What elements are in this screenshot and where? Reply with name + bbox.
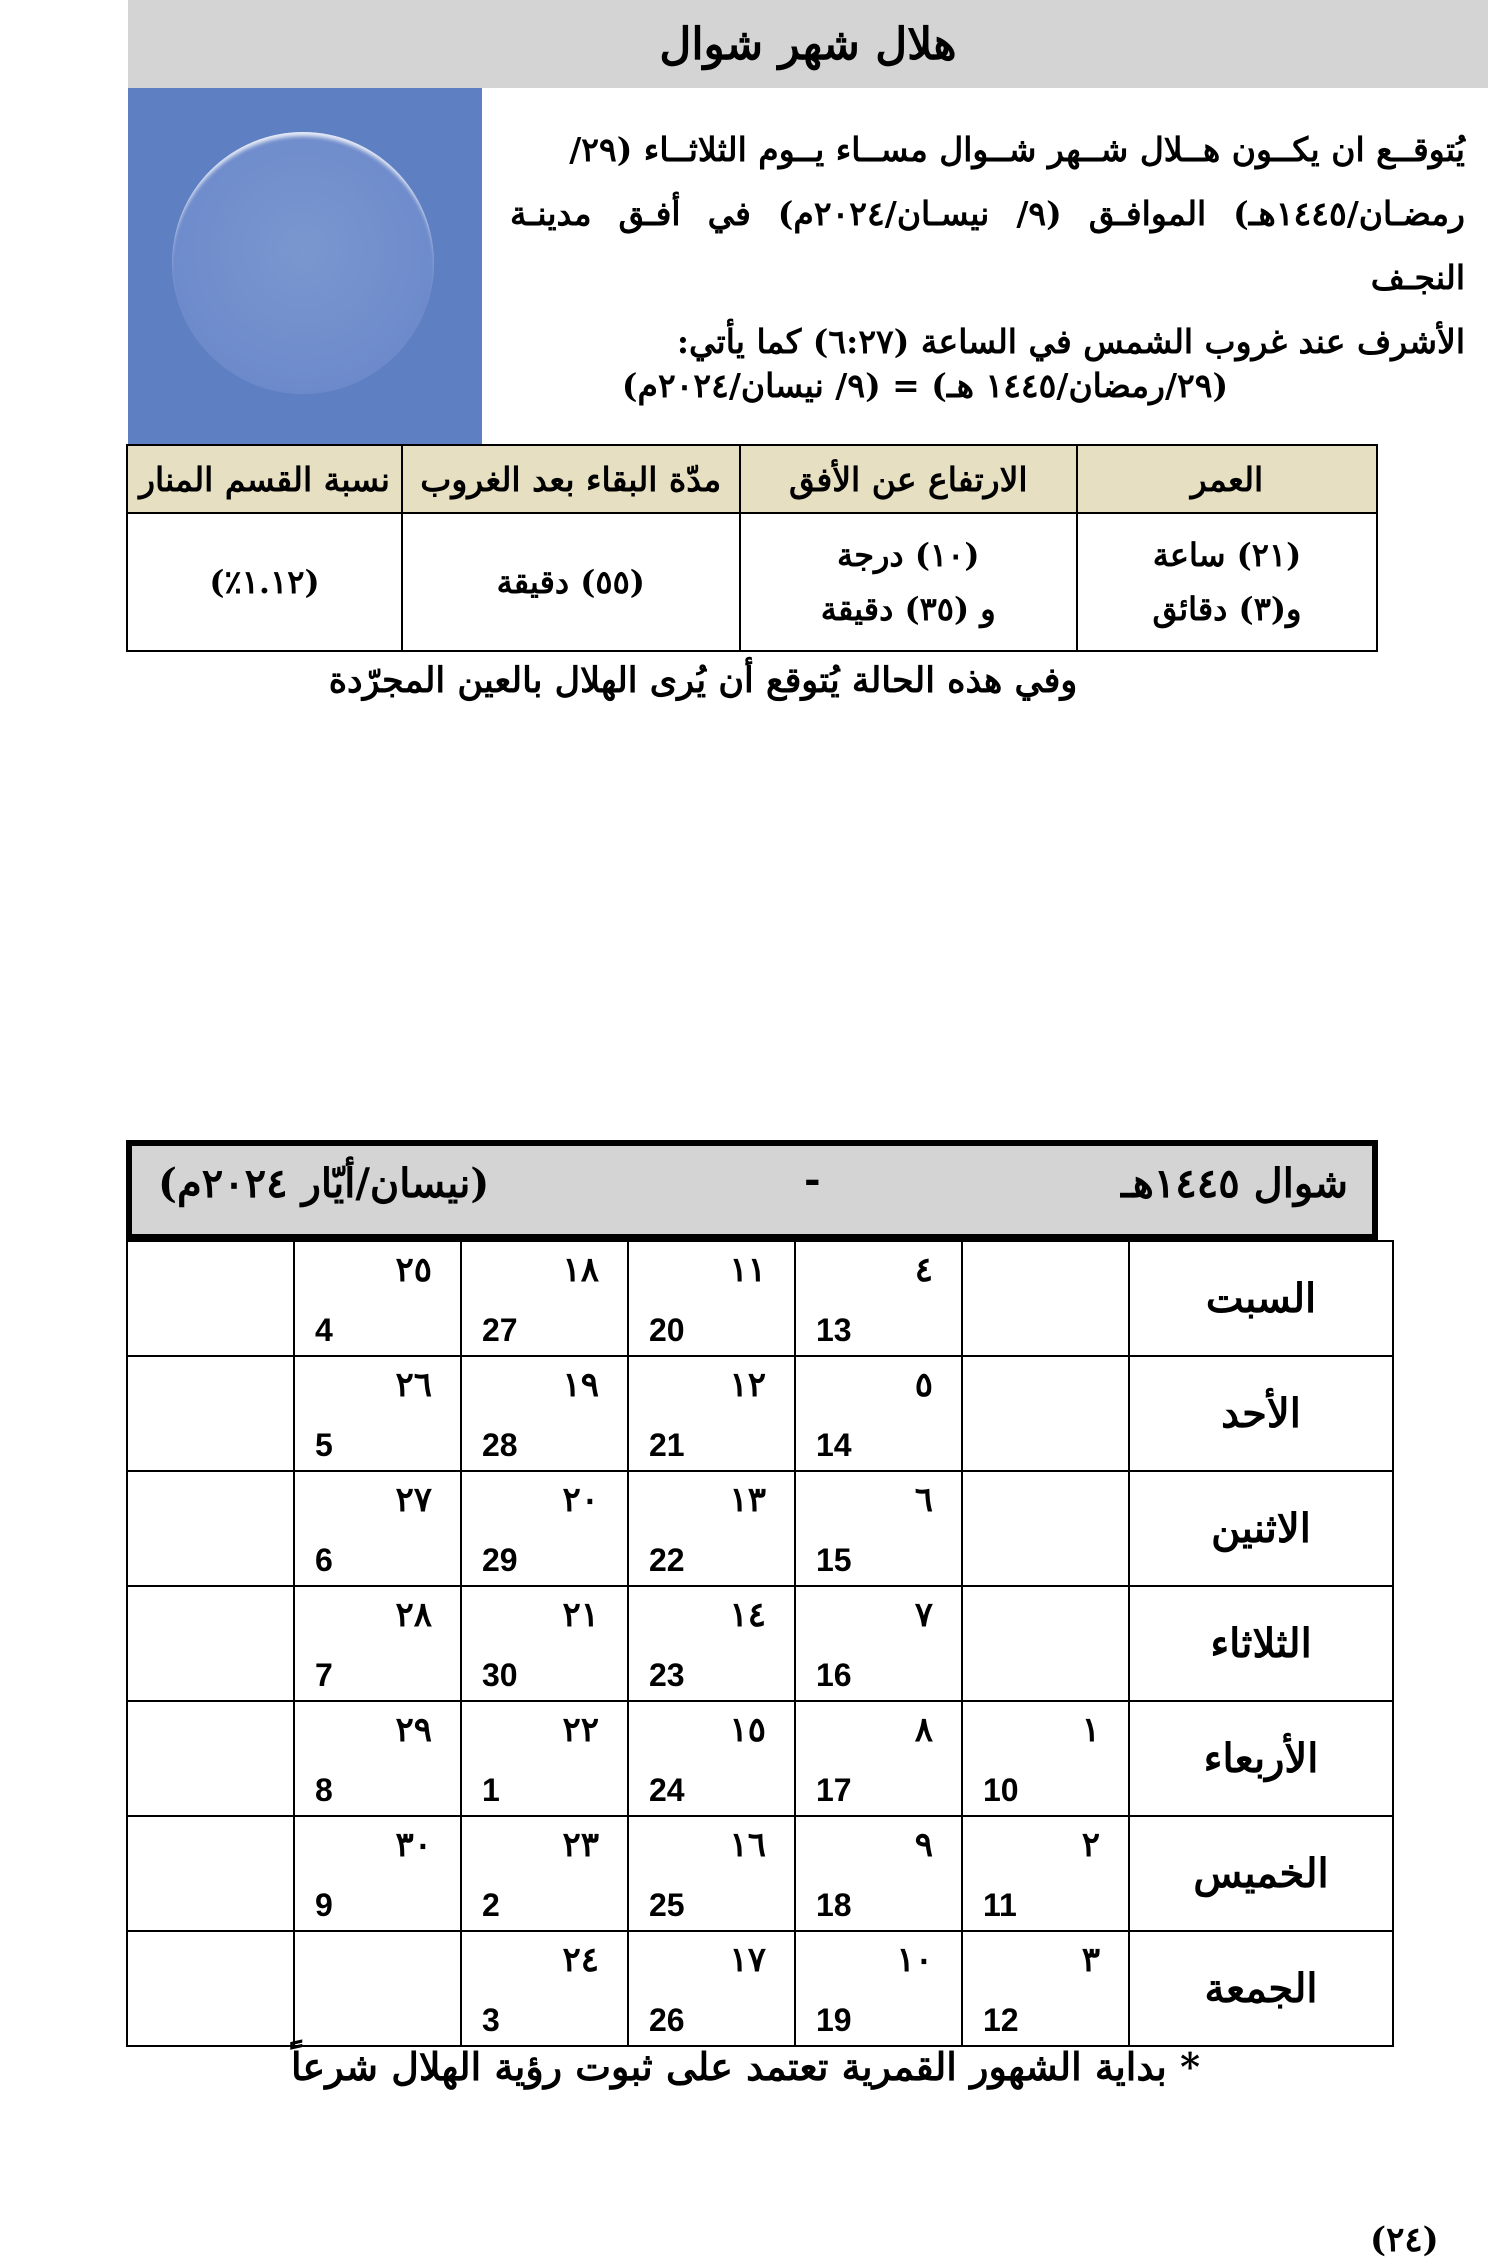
calendar-cell	[795, 1931, 962, 2046]
calendar-cell	[962, 1931, 1129, 2046]
calendar-cell	[628, 1931, 795, 2046]
header-age: العمر	[1077, 445, 1377, 513]
hijri-day-number: ٢٤	[562, 1940, 599, 1980]
weekday-label: الجمعة	[1129, 1931, 1393, 2046]
calendar-row	[127, 1586, 1393, 1701]
calendar-cell	[461, 1471, 628, 1586]
gregorian-day-number: 28	[482, 1427, 518, 1463]
hijri-day-number: ٤	[914, 1250, 933, 1290]
page-title: هلال شهر شوال	[128, 0, 1488, 88]
calendar-cell	[461, 1701, 628, 1816]
hijri-day-number: ١٠	[896, 1940, 933, 1980]
calendar-cell	[962, 1241, 1129, 1356]
gregorian-day-number: 15	[816, 1542, 852, 1578]
calendar-cell	[628, 1356, 795, 1471]
gregorian-day-number: 18	[816, 1887, 852, 1923]
cell-illumination: (١.١٢٪)	[127, 513, 402, 651]
hijri-month-label: شوال ١٤٤٥هـ	[1120, 1160, 1348, 1207]
calendar-cell	[127, 1701, 294, 1816]
calendar-cell	[294, 1931, 461, 2046]
hijri-day-number: ٢٨	[395, 1595, 432, 1635]
calendar-cell	[795, 1241, 962, 1356]
hijri-day-number: ١	[1081, 1710, 1100, 1750]
weekday-label: السبت	[1129, 1241, 1393, 1356]
intro-paragraph	[510, 118, 1465, 374]
gregorian-day-number: 29	[482, 1542, 518, 1578]
hijri-day-number: ٨	[914, 1710, 933, 1750]
hijri-day-number: ٩	[914, 1825, 933, 1865]
calendar-cell	[461, 1816, 628, 1931]
calendar-cell	[127, 1586, 294, 1701]
moon-disc	[172, 132, 434, 394]
header-separator: -	[804, 1156, 821, 1203]
hijri-day-number: ٣	[1081, 1940, 1100, 1980]
gregorian-day-number: 12	[983, 2002, 1019, 2038]
gregorian-day-number: 24	[649, 1772, 685, 1808]
calendar-cell	[461, 1931, 628, 2046]
calendar-cell	[294, 1701, 461, 1816]
gregorian-day-number: 4	[315, 1312, 333, 1348]
gregorian-day-number: 6	[315, 1542, 333, 1578]
date-equation: (٢٩/رمضان/١٤٤٥ هـ) = (٩/ نيسان/٢٠٢٤م)	[621, 366, 1229, 405]
calendar-cell	[962, 1586, 1129, 1701]
crescent-moon-photo	[128, 88, 482, 444]
calendar-cell	[628, 1471, 795, 1586]
gregorian-day-number: 19	[816, 2002, 852, 2038]
calendar-cell	[628, 1241, 795, 1356]
weekday-label: الأربعاء	[1129, 1701, 1393, 1816]
gregorian-day-number: 26	[649, 2002, 685, 2038]
calendar-cell	[795, 1701, 962, 1816]
hijri-day-number: ١٦	[729, 1825, 766, 1865]
hijri-day-number: ١٧	[729, 1940, 766, 1980]
calendar-cell	[795, 1586, 962, 1701]
cell-duration: (٥٥) دقيقة	[402, 513, 740, 651]
calendar-cell	[962, 1701, 1129, 1816]
calendar-row	[127, 1356, 1393, 1471]
hijri-day-number: ٢٣	[562, 1825, 599, 1865]
gregorian-day-number: 27	[482, 1312, 518, 1348]
gregorian-day-number: 1	[482, 1772, 500, 1808]
hijri-day-number: ٢٥	[395, 1250, 432, 1290]
hijri-day-number: ٢٧	[395, 1480, 432, 1520]
hijri-day-number: ٢	[1081, 1825, 1100, 1865]
visibility-note: وفي هذه الحالة يُتوقع أن يُرى الهلال بالعين المجرّدة	[328, 660, 1078, 701]
calendar-cell	[962, 1356, 1129, 1471]
calendar-cell	[127, 1816, 294, 1931]
hijri-day-number: ٥	[914, 1365, 933, 1405]
gregorian-day-number: 10	[983, 1772, 1019, 1808]
hijri-day-number: ٢٠	[562, 1480, 599, 1520]
header-duration: مدّة البقاء بعد الغروب	[402, 445, 740, 513]
calendar-row	[127, 1931, 1393, 2046]
header-illumination: نسبة القسم المنار	[127, 445, 402, 513]
calendar-cell	[795, 1356, 962, 1471]
gregorian-day-number: 20	[649, 1312, 685, 1348]
calendar-cell	[127, 1356, 294, 1471]
calendar-cell	[795, 1471, 962, 1586]
hijri-day-number: ١٨	[562, 1250, 599, 1290]
calendar-row	[127, 1816, 1393, 1931]
gregorian-day-number: 14	[816, 1427, 852, 1463]
intro-line-1: يُتوقــع ان يكــون هــلال شــهر شــوال مســاء يــوم الثلاثــاء (٢٩/	[569, 130, 1465, 169]
calendar-grid	[126, 1240, 1394, 2047]
hijri-day-number: ١٢	[729, 1365, 766, 1405]
hijri-day-number: ١٤	[729, 1595, 766, 1635]
calendar-cell	[294, 1816, 461, 1931]
month-calendar	[126, 1140, 1378, 2038]
calendar-cell	[127, 1471, 294, 1586]
weekday-label: الأحد	[1129, 1356, 1393, 1471]
calendar-header	[126, 1140, 1378, 1240]
gregorian-day-number: 9	[315, 1887, 333, 1923]
calendar-cell	[127, 1931, 294, 2046]
calendar-cell	[628, 1816, 795, 1931]
gregorian-day-number: 17	[816, 1772, 852, 1808]
calendar-cell	[628, 1586, 795, 1701]
page-number: (٢٤)	[1370, 2220, 1439, 2260]
calendar-cell	[294, 1471, 461, 1586]
crescent-data-table	[126, 444, 1378, 652]
gregorian-day-number: 2	[482, 1887, 500, 1923]
calendar-cell	[461, 1586, 628, 1701]
hijri-day-number: ٦	[914, 1480, 933, 1520]
hijri-day-number: ١٩	[562, 1365, 599, 1405]
header-altitude: الارتفاع عن الأفق	[740, 445, 1078, 513]
gregorian-day-number: 23	[649, 1657, 685, 1693]
gregorian-month-label: (نيسان/أيّار ٢٠٢٤م)	[158, 1160, 490, 1207]
hijri-day-number: ٢٦	[395, 1365, 432, 1405]
gregorian-day-number: 11	[983, 1887, 1017, 1923]
hijri-day-number: ١٣	[729, 1480, 766, 1520]
intro-line-3: الأشرف عند غروب الشمس في الساعة (٦:٢٧) كما يأتي:	[676, 322, 1465, 361]
gregorian-day-number: 30	[482, 1657, 518, 1693]
gregorian-day-number: 16	[816, 1657, 852, 1693]
footnote: * بداية الشهور القمرية تعتمد على ثبوت رؤية الهلال شرعاً	[290, 2044, 1200, 2089]
weekday-label: الخميس	[1129, 1816, 1393, 1931]
gregorian-day-number: 7	[315, 1657, 333, 1693]
gregorian-day-number: 13	[816, 1312, 852, 1348]
hijri-day-number: ٣٠	[395, 1825, 432, 1865]
hijri-day-number: ٢١	[562, 1595, 599, 1635]
calendar-cell	[461, 1241, 628, 1356]
gregorian-day-number: 3	[482, 2002, 500, 2038]
table-row	[127, 513, 1377, 651]
hijri-day-number: ٧	[914, 1595, 933, 1635]
calendar-cell	[628, 1701, 795, 1816]
calendar-row	[127, 1701, 1393, 1816]
table-header-row	[127, 445, 1377, 513]
gregorian-day-number: 21	[649, 1427, 685, 1463]
cell-age: (٢١) ساعة و(٣) دقائق	[1077, 513, 1377, 651]
hijri-day-number: ٢٢	[562, 1710, 599, 1750]
gregorian-day-number: 5	[315, 1427, 333, 1463]
calendar-cell	[795, 1816, 962, 1931]
gregorian-day-number: 8	[315, 1772, 333, 1808]
calendar-row	[127, 1471, 1393, 1586]
hijri-day-number: ٢٩	[395, 1710, 432, 1750]
calendar-cell	[294, 1586, 461, 1701]
weekday-label: الثلاثاء	[1129, 1586, 1393, 1701]
calendar-cell	[294, 1356, 461, 1471]
hijri-day-number: ١١	[729, 1250, 766, 1290]
hijri-day-number: ١٥	[729, 1710, 766, 1750]
calendar-row	[127, 1241, 1393, 1356]
gregorian-day-number: 22	[649, 1542, 685, 1578]
gregorian-day-number: 25	[649, 1887, 685, 1923]
calendar-cell	[461, 1356, 628, 1471]
intro-line-2: رمضـان/١٤٤٥هـ) الموافـق (٩/ نيسـان/٢٠٢٤م) في أفـق مدينـة النجـف	[510, 194, 1465, 297]
weekday-label: الاثنين	[1129, 1471, 1393, 1586]
calendar-cell	[962, 1816, 1129, 1931]
calendar-cell	[962, 1471, 1129, 1586]
cell-altitude: (١٠) درجة و (٣٥) دقيقة	[740, 513, 1078, 651]
calendar-cell	[294, 1241, 461, 1356]
calendar-cell	[127, 1241, 294, 1356]
